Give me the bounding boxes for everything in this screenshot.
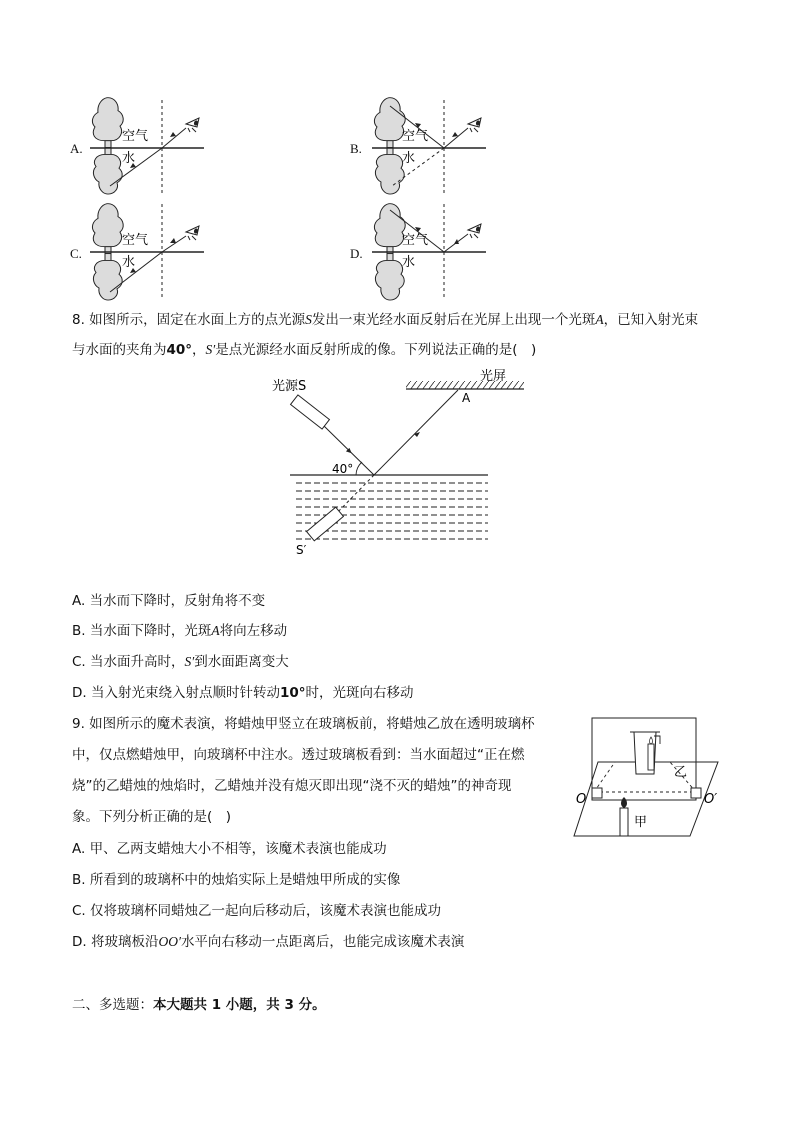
q9-stem-line-3: 烧”的乙蜡烛的烛焰时，乙蜡烛并没有熄灭即出现“浇不灭的蜡烛”的神奇现	[72, 778, 512, 794]
q9-option-d: D. 将玻璃板沿OO′水平向右移动一点距离后，也能完成该魔术表演	[72, 934, 465, 950]
q9-stem-line-2: 中，仅点燃蜡烛甲，向玻璃杯中注水。透过玻璃板看到：当水面超过“正在燃	[72, 747, 525, 763]
image-label: S′	[296, 543, 307, 557]
jia-label: 甲	[634, 815, 648, 830]
o-prime-label: O′	[704, 792, 718, 807]
q9-option-b: B. 所看到的玻璃杯中的烛焰实际上是蜡烛甲所成的实像	[72, 872, 401, 888]
screen-label: 光屏	[480, 369, 507, 384]
q7-option-c-diagram	[84, 200, 210, 304]
air-label: 空气	[122, 129, 149, 144]
q7-option-d-label: D.	[350, 246, 363, 261]
q8-option-b: B. 当水面下降时，光斑A将向左移动	[72, 623, 288, 639]
q7-option-c-label: C.	[70, 246, 82, 261]
section-2-header: 二、多选题：本大题共 1 小题，共 3 分。	[72, 997, 326, 1013]
q9-option-a: A. 甲、乙两支蜡烛大小不相等，该魔术表演也能成功	[72, 841, 387, 857]
o-label: O	[576, 792, 587, 807]
q8-stem-line-2: 与水面的夹角为40°，S′是点光源经水面反射所成的像。下列说法正确的是( )	[72, 342, 537, 358]
q8-option-c: C. 当水面升高时，S′到水面距离变大	[72, 654, 289, 670]
q9-stem-line-1: 9. 如图所示的魔术表演，将蜡烛甲竖立在玻璃板前，将蜡烛乙放在透明玻璃杯	[72, 716, 535, 732]
q8-option-a: A. 当水而下降时，反射角将不变	[72, 593, 266, 609]
spot-label: A	[462, 391, 471, 405]
yi-label: 乙	[674, 765, 688, 780]
q8-reflection-diagram	[266, 366, 528, 558]
air-label: 空气	[402, 129, 429, 144]
q8-stem-line-1: 8. 如图所示，固定在水面上方的点光源S发出一束光经水面反射后在光屏上出现一个光斑A，已知入射光束	[72, 312, 699, 328]
q7-option-a-diagram	[84, 96, 210, 196]
air-label: 空气	[402, 233, 429, 248]
q9-option-c: C. 仅将玻璃杯同蜡烛乙一起向后移动后，该魔术表演也能成功	[72, 903, 442, 919]
q8-option-d: D. 当入射光束绕入射点顺时针转动10°时，光斑向右移动	[72, 685, 414, 701]
water-label: 水	[402, 255, 416, 270]
q7-option-b-label: B.	[350, 141, 362, 156]
air-label: 空气	[122, 233, 149, 248]
water-label: 水	[122, 255, 136, 270]
angle-label: 40°	[332, 462, 354, 476]
q7-option-b-diagram	[366, 96, 492, 196]
q9-magic-candle-diagram	[570, 712, 722, 844]
water-label: 水	[402, 151, 416, 166]
q7-option-d-diagram	[366, 200, 492, 304]
water-label: 水	[122, 151, 136, 166]
q7-option-a-label: A.	[70, 141, 83, 156]
source-label: 光源S	[272, 379, 307, 394]
q9-stem-line-4: 象。下列分析正确的是( )	[72, 809, 232, 825]
